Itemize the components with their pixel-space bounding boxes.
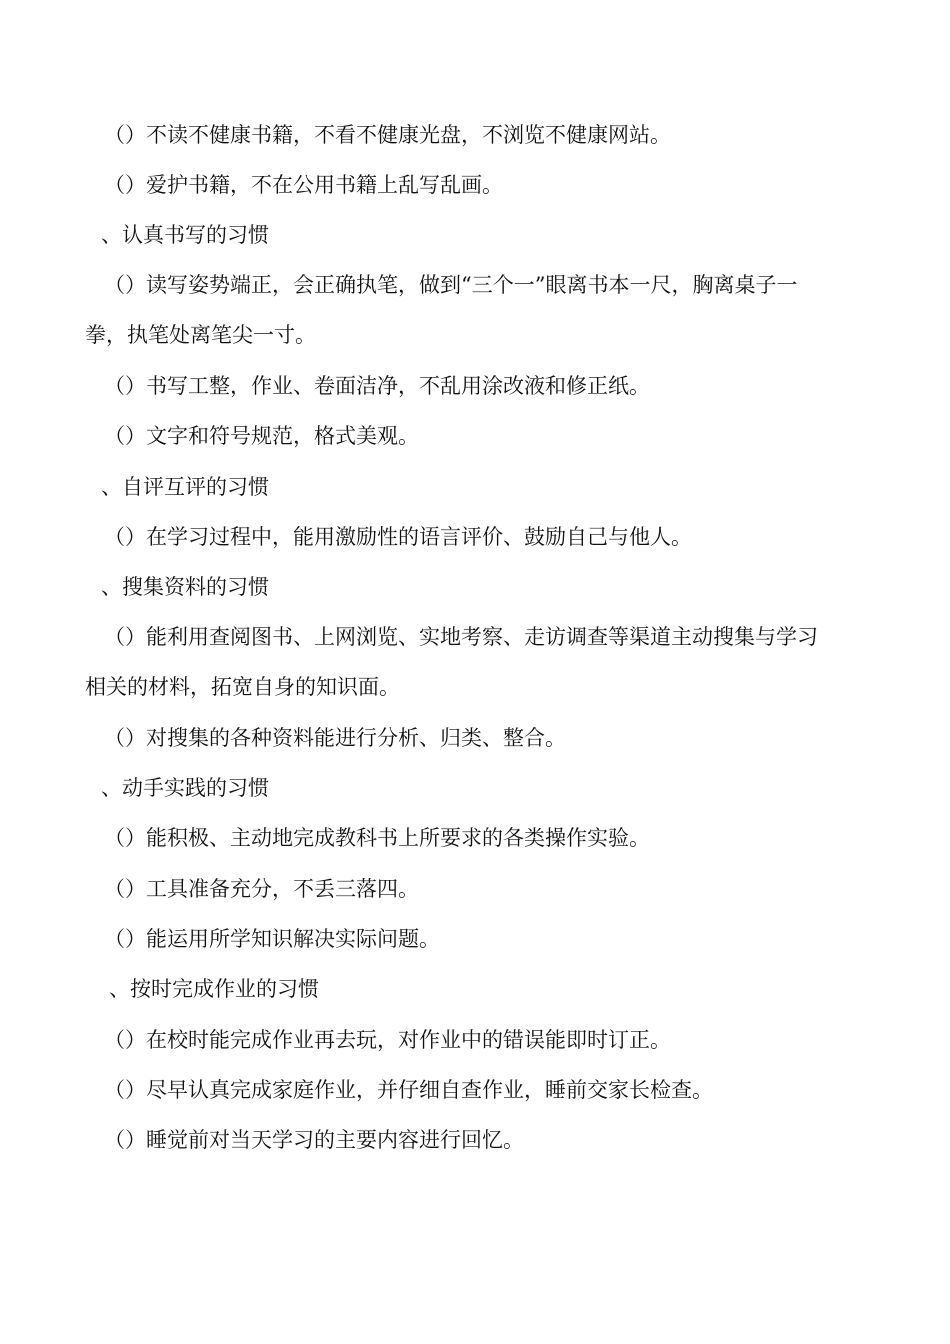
section-heading: 、自评互评的习惯 <box>101 475 269 499</box>
list-item: （）读写姿势端正，会正确执笔，做到“三个一”眼离书本一尺，胸离桌子一 <box>104 273 798 297</box>
list-item: （）文字和符号规范，格式美观。 <box>104 424 419 448</box>
list-item: （）不读不健康书籍，不看不健康光盘，不浏览不健康网站。 <box>104 123 671 147</box>
list-item: （）能积极、主动地完成教科书上所要求的各类操作实验。 <box>104 826 650 850</box>
list-item: （）尽早认真完成家庭作业，并仔细自查作业，睡前交家长检查。 <box>104 1078 713 1102</box>
list-item: （）在校时能完成作业再去玩，对作业中的错误能即时订正。 <box>104 1028 671 1052</box>
list-item: （）能利用查阅图书、上网浏览、实地考察、走访调查等渠道主动搜集与学习 <box>104 625 818 649</box>
list-item: （）爱护书籍，不在公用书籍上乱写乱画。 <box>104 173 503 197</box>
list-item-continuation: 相关的材料，拓宽自身的知识面。 <box>85 675 400 699</box>
list-item: （）在学习过程中，能用激励性的语言评价、鼓励自己与他人。 <box>104 525 692 549</box>
list-item: （）书写工整，作业、卷面洁净，不乱用涂改液和修正纸。 <box>104 374 650 398</box>
list-item: （）睡觉前对当天学习的主要内容进行回忆。 <box>104 1128 524 1152</box>
section-heading: 、搜集资料的习惯 <box>101 575 269 599</box>
list-item-continuation: 拳，执笔处离笔尖一寸。 <box>85 323 316 347</box>
section-heading: 、按时完成作业的习惯 <box>109 977 319 1001</box>
list-item: （）工具准备充分，不丢三落四。 <box>104 877 419 901</box>
list-item: （）能运用所学知识解决实际问题。 <box>104 927 440 951</box>
list-item: （）对搜集的各种资料能进行分析、归类、整合。 <box>104 726 566 750</box>
section-heading: 、认真书写的习惯 <box>101 223 269 247</box>
section-heading: 、动手实践的习惯 <box>101 776 269 800</box>
